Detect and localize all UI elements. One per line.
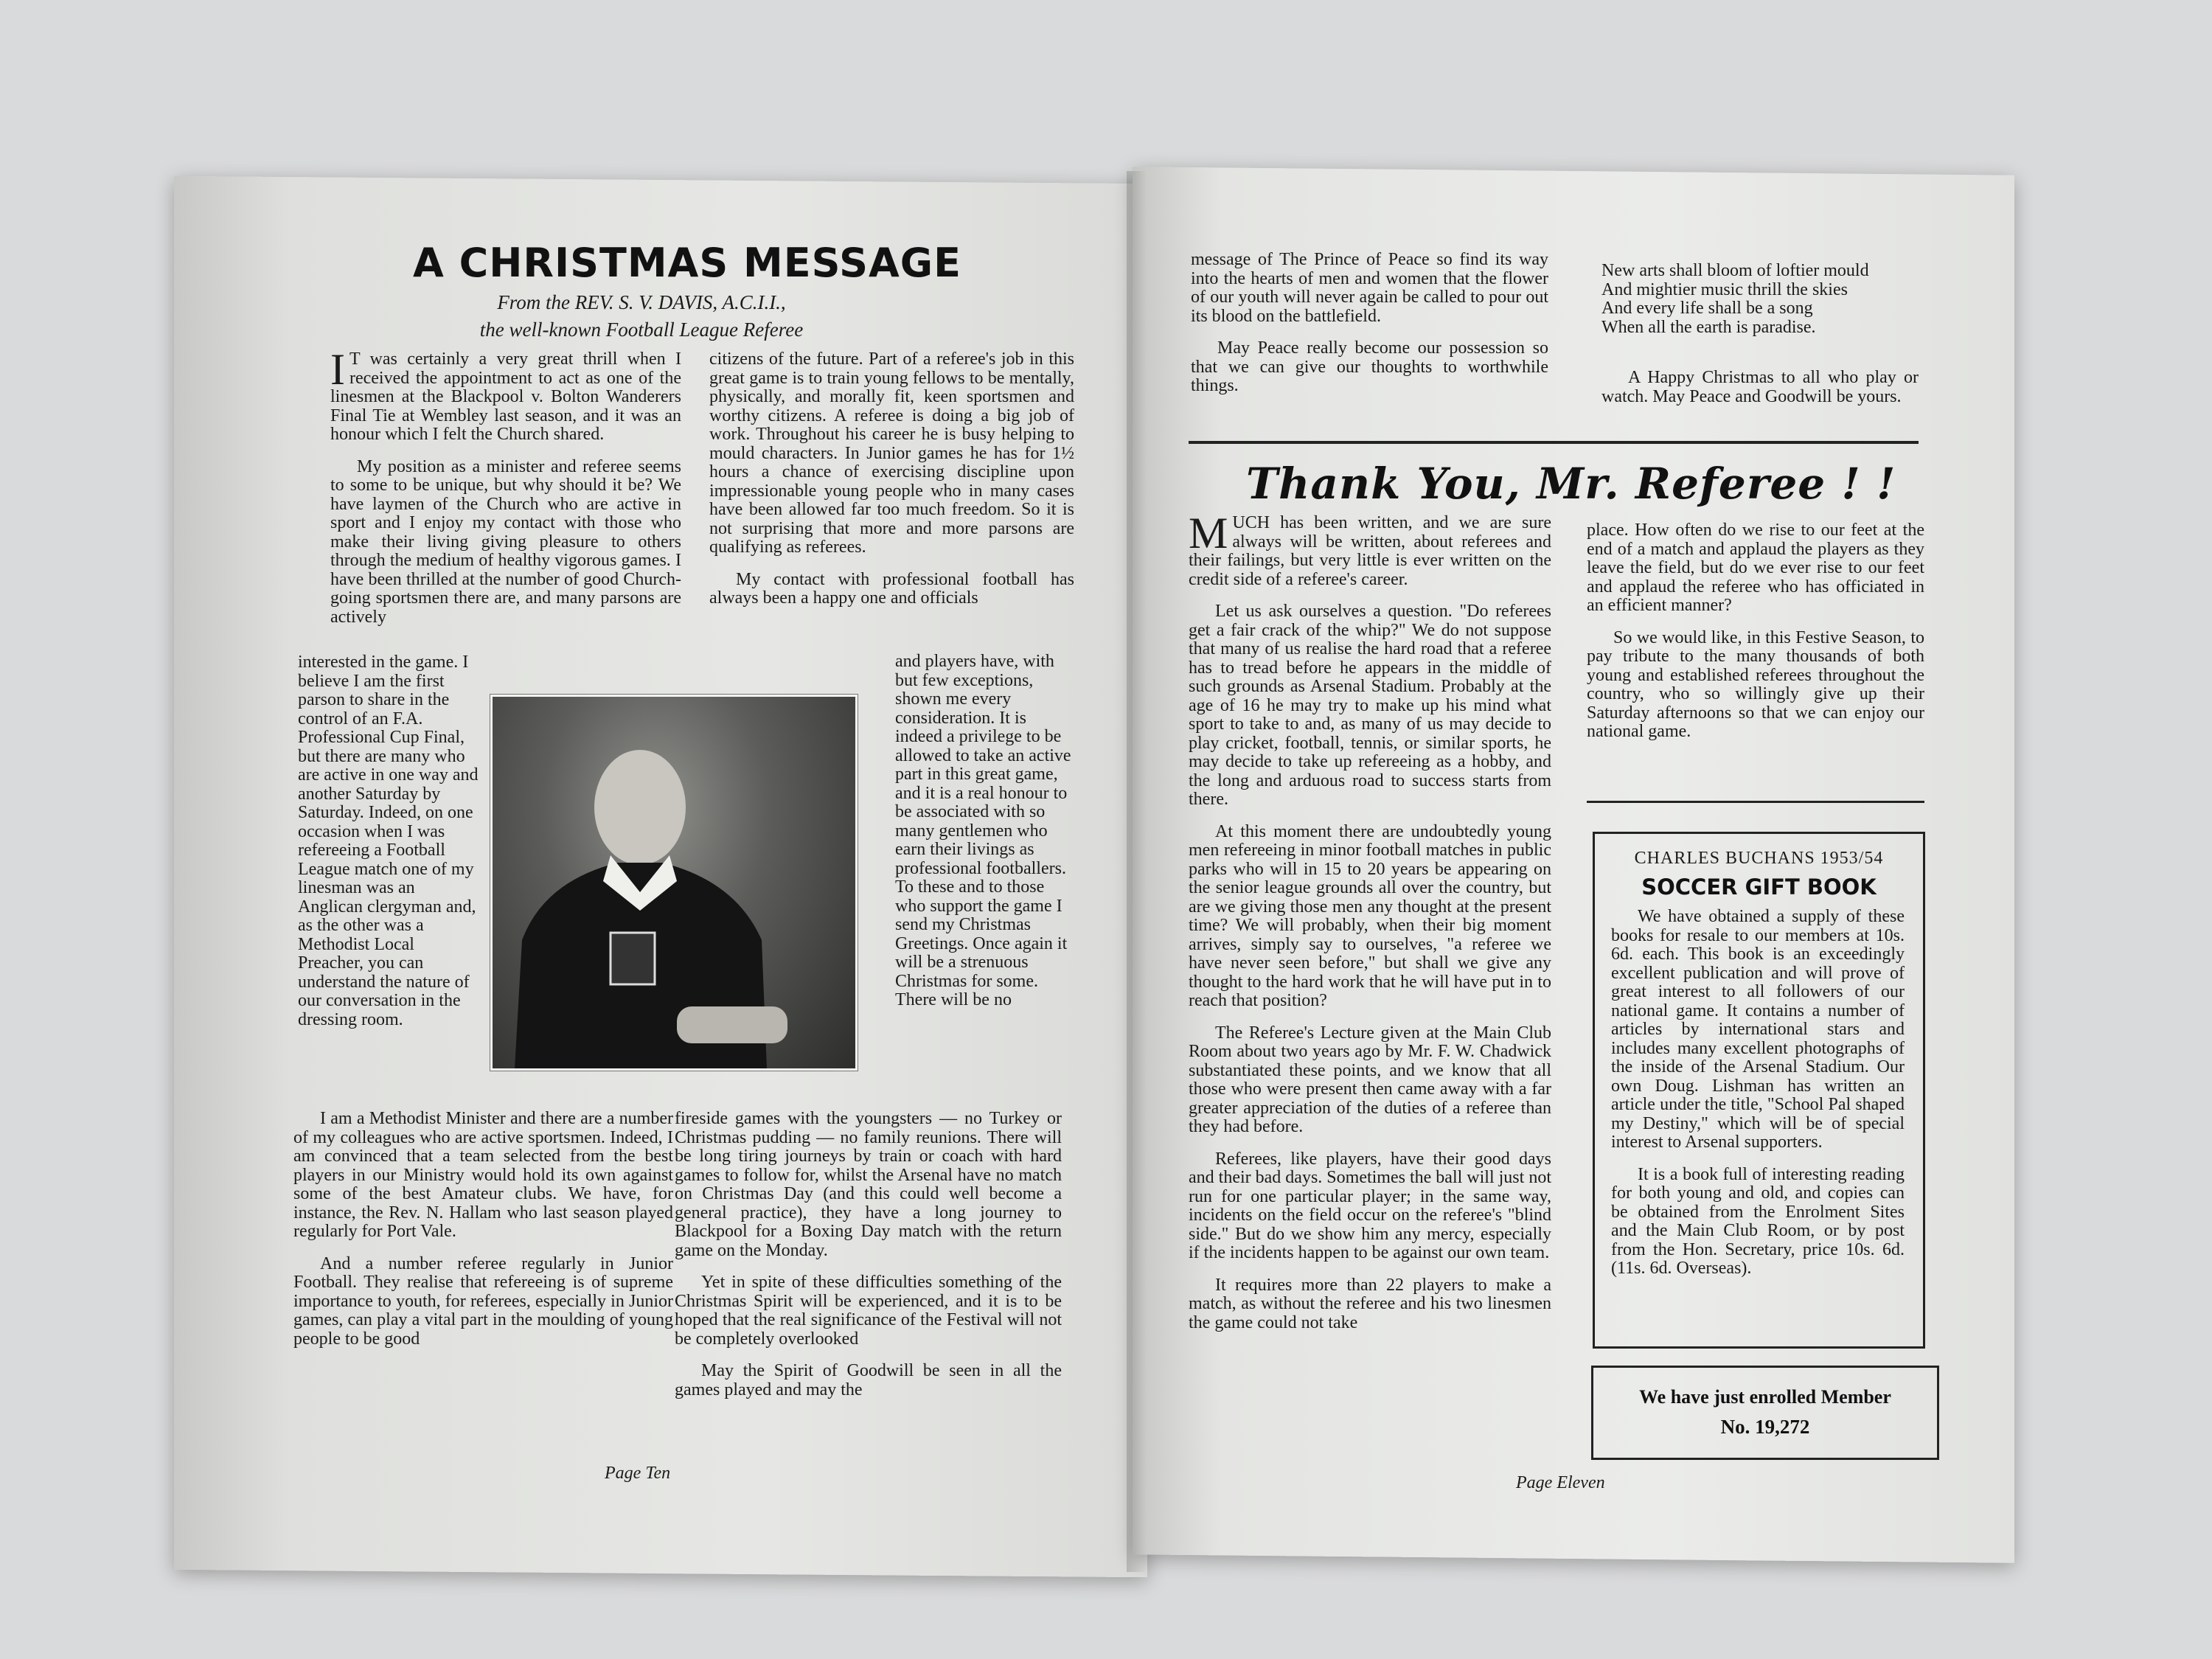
paragraph: My position as a minister and referee seems to some to be unique, but why should it be? We have laymen of the Church who are active in sport and I enjoy my contact with those who make their living giving pleasure to others through the medium of healthy vigorous games. I have been thrilled at the number of good Church-going sportsmen there are, and many parsons are actively <box>330 456 681 627</box>
paragraph: Referees, like players, have their good days and their bad days. Sometimes the ball will just not run for one particular player; in the same way, incidents on the field occur on the referee's "blind side." But do we show him any mercy, especially if the incidents happen to be against our own team. <box>1189 1149 1551 1262</box>
page-ten-folio: Page Ten <box>605 1464 671 1483</box>
referee-photograph <box>490 695 858 1071</box>
left-column-2-wrap-text: and players have, with but few exceptions, shown me every consideration. It is indeed a privilege to be allowed to take an active part in this great game, and it is a real honour to be associated with so many gentlemen who earn their livings as professional footballers. To these and to those who support the game I send my Christmas Greetings. Once again it will be a strenuous Christmas for some. There will be no <box>895 652 1071 1009</box>
page-eleven-folio: Page Eleven <box>1516 1473 1605 1492</box>
left-column-2-top <box>709 350 1074 622</box>
paragraph: And a number referee regularly in Junior Football. They realise that refereeing is of supreme importance to youth, for referees, especially in Junior games, can play a vital part in the moulding of young people to be good <box>293 1253 673 1349</box>
poem-line: When all the earth is paradise. <box>1601 317 1816 337</box>
thank-you-referee-title: Thank You, Mr. Referee ! ! <box>1246 459 1896 509</box>
paragraph: It requires more than 22 players to make a match, as without the referee and his two linesmen the game could not take <box>1189 1275 1551 1332</box>
paragraph: I T was certainly a very great thrill when I received the appointment to act as one of the linesmen at the Blackpool v. Bolton Wanderers Final Tie at Wembley last season, and it was an honour which I felt the Church shared. <box>330 345 681 444</box>
soccer-gift-book-box <box>1593 832 1925 1349</box>
poem-verse <box>1601 262 1941 337</box>
referee-portrait-icon <box>493 697 855 1068</box>
right-top-column-1 <box>1191 251 1548 409</box>
christmas-wish <box>1601 369 1919 420</box>
right-column-1 <box>1189 509 1551 1346</box>
paragraph: MUCH has been written, and we are sure always will be written, about referees and their failings, but very little is ever written on the credit side of a referee's career. <box>1189 509 1551 589</box>
poem-line: New arts shall bloom of loftier mould <box>1601 261 1869 280</box>
drop-cap: I <box>330 345 345 394</box>
spine-gutter <box>1127 171 1152 1572</box>
paragraph: fireside games with the youngsters — no Turkey or Christmas pudding — no family reunions. There will be long tiring journeys by train or coach with hard games to follow for, whilst the Arsenal have no match on Christmas Day (and this could well become a general practice), they have a long journey to Blackpool for a Boxing Day match with the return game on the Monday. <box>675 1109 1062 1260</box>
paragraph: message of The Prince of Peace so find its way into the hearts of men and women that the flower of our youth will never again be called to pour out its blood on the battlefield. <box>1191 250 1548 326</box>
author-line: From the REV. S. V. DAVIS, A.C.I.I., <box>497 291 786 313</box>
paragraph: The Referee's Lecture given at the Main Club Room about two years ago by Mr. F. W. Chadwick substantiated these points, and we know that all those who were present then came away with a far greater appreciation of the duties of a referee than they had before. <box>1189 1023 1551 1136</box>
author-description: the well-known Football League Referee <box>479 319 804 341</box>
paragraph: A Happy Christmas to all who play or watch. May Peace and Goodwill be yours. <box>1601 368 1919 406</box>
gift-book-kicker: CHARLES BUCHANS 1953/54 <box>1634 849 1884 868</box>
left-column-1-top <box>330 345 681 640</box>
paragraph: May Peace really become our possession so that we can give our thoughts to worthwhile things. <box>1191 338 1548 395</box>
gift-book-title: SOCCER GIFT BOOK <box>1641 874 1877 900</box>
poem-line: And every life shall be a song <box>1601 299 1813 318</box>
paragraph: citizens of the future. Part of a referee's job in this great game is to train young fellows to be mentally, physically, and morally fit, keen sportsmen and worthy citizens. A referee is doing a big job of work. Throughout his career he is busy helping to mould characters. In Junior games he has for 1½ hours a chance of exercising discipline upon impressionable young people who in many cases have been allowed far too much freedom. So it is not surprising that more and more parsons are qualifying as referees. <box>709 349 1074 557</box>
paragraph: I am a Methodist Minister and there are a number of my colleagues who are active sportsmen. Indeed, I am convinced that a team selected from the best players in our Ministry would hold its own against some of the best Amateur clubs. We have, for instance, the Rev. N. Hallam who last season played regularly for Port Vale. <box>293 1109 673 1241</box>
member-enrolment-box <box>1591 1366 1939 1460</box>
paragraph: place. How often do we rise to our feet at the end of a match and applaud the players as they leave the field, but do we ever rise to our feet and applaud the referee who has officiated in an efficient manner? <box>1587 521 1924 615</box>
section-divider <box>1189 441 1919 444</box>
member-number: No. 19,272 <box>1720 1416 1810 1438</box>
paragraph: So we would like, in this Festive Season, to pay tribute to the many thousands of both young and established referees throughout the country, who so willingly give up their Saturday afternoons so that we can enjoy our national game. <box>1587 627 1924 741</box>
right-column-2 <box>1587 521 1924 755</box>
gift-book-text <box>1611 908 1905 1292</box>
paragraph: At this moment there are undoubtedly young men refereeing in minor football matches in public parks who will in 15 to 20 years be appearing on the senior league grounds all over the country, but are we giving those men any thought at the present time? We will probably, when their big moment arrives, simply say to ourselves, "a referee we have never seen before," but shall we give any thought to the hard work that he will have put in to reach that position? <box>1189 821 1551 1010</box>
poem-line: And mightier music thrill the skies <box>1601 279 1848 299</box>
paragraph: We have obtained a supply of these books for resale to our members at 10s. 6d. each. This book is an exceedingly excellent publication and will prove of great interest to all followers of our national game. It contains a number of articles by international stars and includes many excellent photographs of the inside of the Arsenal Stadium. Our own Doug. Lishman has written an article under the title, "School Pal shaped my Destiny," which will be of special interest to Arsenal supporters. <box>1611 907 1905 1152</box>
left-column-1-wrap-text: interested in the game. I believe I am the first parson to share in the control of an F.A. Professional Cup Final, but there are many who are active in one way and another Saturday by Saturday. Indeed, on one occasion when I was refereeing a Football League match one of my linesman was an Anglican clergyman and, as the other was a Methodist Local Preacher, you can understand the nature of our conversation in the dressing room. <box>298 653 479 1029</box>
left-column-1-bottom <box>293 1110 673 1362</box>
member-box-line1: We have just enrolled Member <box>1639 1386 1891 1408</box>
column-divider <box>1587 801 1924 803</box>
paragraph: It is a book full of interesting reading for both young and old, and copies can be obtained from the Enrolment Sites and the Main Club Room, or by post from the Hon. Secretary, price 10s. 6d. (11s. 6d. Overseas). <box>1611 1164 1905 1278</box>
paragraph: Yet in spite of these difficulties something of the Christmas Spirit will be experienced, and it is to be hoped that the real significance of the Festival will not be completely overlooked <box>675 1273 1062 1349</box>
paragraph: My contact with professional football has always been a happy one and officials <box>709 569 1074 608</box>
left-column-2-bottom <box>675 1110 1062 1413</box>
paragraph: Let us ask ourselves a question. "Do referees get a fair crack of the whip?" We do not suppose that many of us realise the hard road that a referee has to tread before he appears in the middle of such grounds as Arsenal Stadium. Probably at the age of 16 he may try to make up his mind what sport to take to and, as many of us may decide to play cricket, football, tennis, or similar sports, he may decide to take up refereeing as a hobby, and the long and arduous road to success starts from there. <box>1189 602 1551 809</box>
christmas-message-title: A CHRISTMAS MESSAGE <box>413 240 962 286</box>
paragraph: May the Spirit of Goodwill be seen in all the games played and may the <box>675 1361 1062 1399</box>
drop-cap: M <box>1189 509 1228 557</box>
